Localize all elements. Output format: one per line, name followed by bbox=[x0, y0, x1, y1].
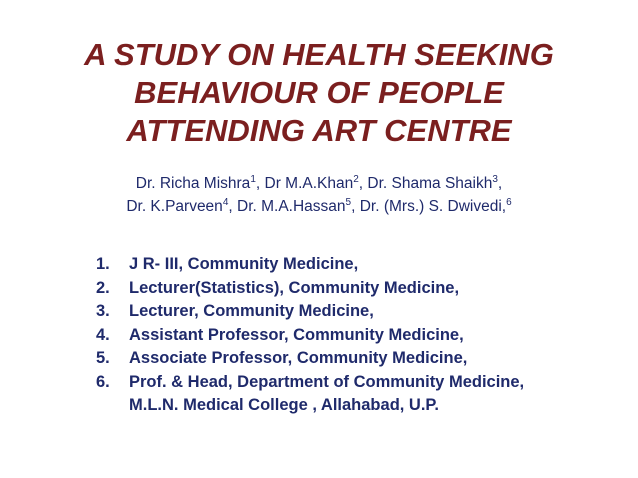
affiliation-number: 5. bbox=[96, 349, 110, 367]
affiliation-list bbox=[96, 253, 524, 418]
affiliation-number: 2. bbox=[96, 278, 110, 297]
author-line bbox=[0, 195, 638, 218]
title-line: ATTENDING ART CENTRE bbox=[126, 113, 512, 148]
affiliation-number: 3. bbox=[96, 302, 110, 320]
affiliation-number: 4. bbox=[96, 325, 110, 344]
author-name: Dr M.A.Khan bbox=[264, 175, 354, 192]
author-separator: , bbox=[358, 175, 368, 192]
affiliation-text: Associate Professor, Community Medicine, bbox=[129, 349, 468, 367]
affiliation-item bbox=[96, 371, 524, 418]
author-list bbox=[0, 172, 638, 218]
title-line: BEHAVIOUR OF PEOPLE bbox=[134, 75, 504, 110]
affiliation-text: Assistant Professor, Community Medicine, bbox=[129, 325, 464, 344]
author-name: Dr. Richa Mishra bbox=[135, 175, 251, 192]
affiliation-text: Lecturer, Community Medicine, bbox=[129, 302, 374, 320]
author-line bbox=[0, 172, 638, 195]
author-separator: , bbox=[351, 198, 360, 215]
author-affiliation-mark: 3 bbox=[492, 174, 498, 185]
affiliation-text: J R- III, Community Medicine, bbox=[129, 255, 359, 273]
affiliation-text: Lecturer(Statistics), Community Medicine, bbox=[129, 278, 460, 297]
affiliation-item bbox=[96, 347, 524, 371]
affiliation-number: 6. bbox=[96, 372, 110, 391]
author-separator: , bbox=[497, 175, 503, 192]
affiliation-item bbox=[96, 253, 524, 277]
author-affiliation-mark: 6 bbox=[506, 197, 512, 208]
title-line: A STUDY ON HEALTH SEEKING bbox=[84, 37, 554, 72]
affiliation-item bbox=[96, 300, 524, 324]
author-affiliation-mark: 1 bbox=[250, 174, 256, 185]
affiliation-continuation: M.L.N. Medical College , Allahabad, U.P. bbox=[129, 396, 439, 414]
author-affiliation-mark: 2 bbox=[353, 174, 359, 185]
affiliation-item bbox=[96, 277, 524, 301]
author-name: Dr. Shama Shaikh bbox=[367, 175, 493, 192]
affiliation-item bbox=[96, 324, 524, 348]
author-name: Dr. (Mrs.) S. Dwivedi, bbox=[359, 198, 507, 215]
author-affiliation-mark: 5 bbox=[345, 197, 352, 208]
author-name: Dr. M.A.Hassan bbox=[237, 198, 346, 215]
author-separator: , bbox=[228, 198, 237, 215]
slide-title bbox=[0, 36, 638, 150]
author-name: Dr. K.Parveen bbox=[126, 198, 223, 215]
affiliation-text: Prof. & Head, Department of Community Medicine, bbox=[129, 372, 525, 391]
author-separator: , bbox=[255, 175, 265, 192]
affiliation-number: 1. bbox=[96, 255, 110, 273]
author-affiliation-mark: 4 bbox=[222, 197, 229, 208]
